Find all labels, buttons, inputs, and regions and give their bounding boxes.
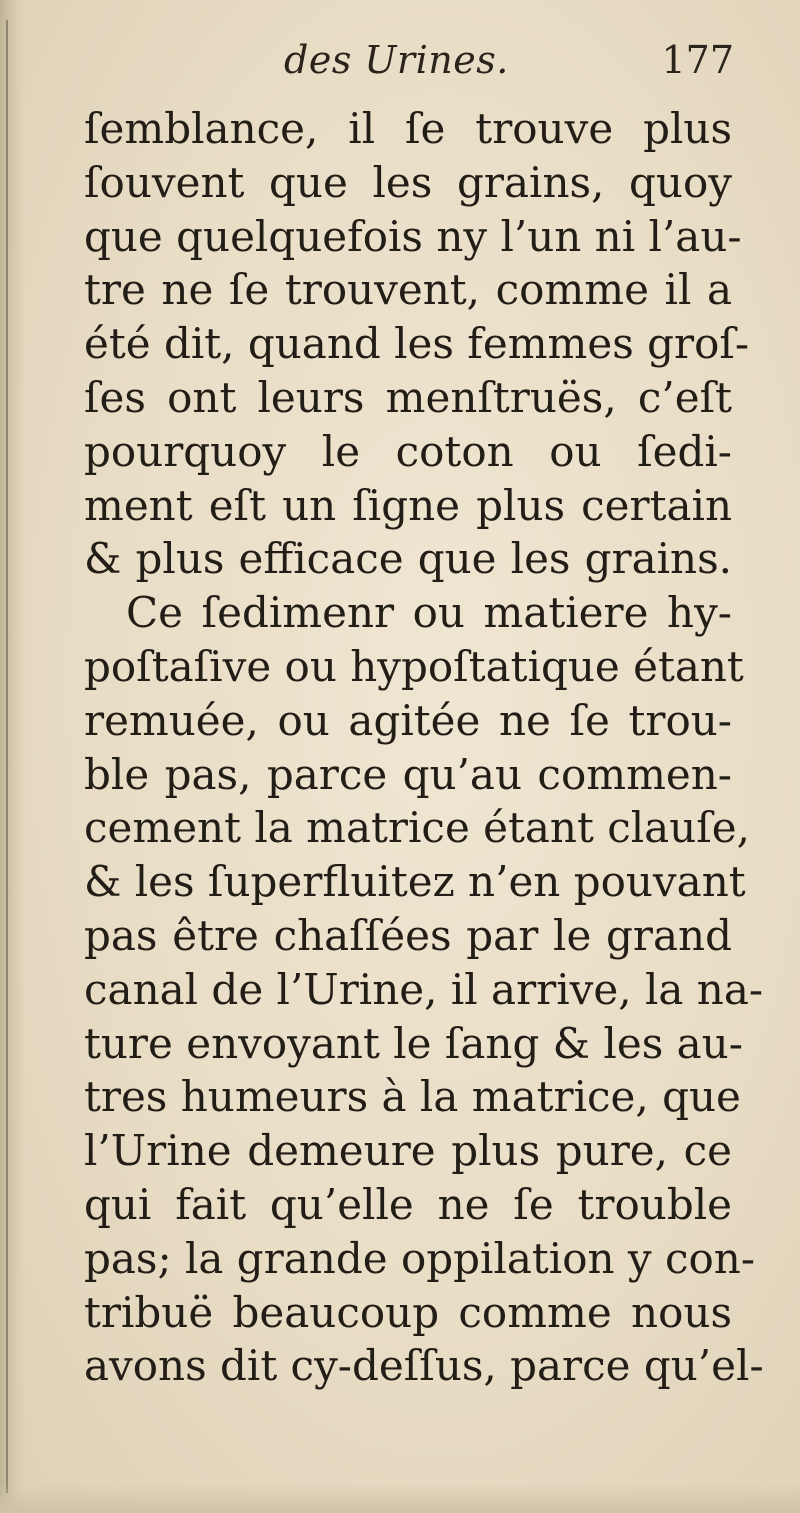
- text-line: ſemblance, il ſe trouve plus: [84, 104, 732, 153]
- text-line: que quelquefois ny l’un ni l’au-: [84, 211, 742, 261]
- text-line: été dit, quand les femmes groſ-: [84, 319, 750, 369]
- page-edge: [6, 20, 8, 1493]
- page-header: [84, 38, 734, 94]
- page-number: 177: [661, 38, 734, 82]
- body-text: [84, 102, 764, 1393]
- text-line: cement la matrice étant clauſe,: [84, 803, 750, 853]
- text-line: poſtaſive ou hypoſtatique étant: [84, 641, 744, 691]
- text-line: tres humeurs à la matrice, que: [84, 1072, 741, 1122]
- text-line: ſouvent que les grains, quoy: [84, 157, 732, 207]
- text-line: ture envoyant le ſang & les au-: [84, 1018, 743, 1068]
- text-line: pourquoy le coton ou ſedi-: [84, 426, 732, 476]
- running-title: des Urines.: [284, 38, 509, 82]
- text-line: & plus efficace que les grains.: [84, 534, 732, 584]
- text-line: ble pas, parce qu’au commen-: [84, 749, 732, 799]
- text-line: & les ſuperfluitez n’en pouvant: [84, 857, 746, 907]
- text-line: ment eſt un ſigne plus certain: [84, 480, 732, 530]
- paragraph-start-line: Ce ſedimenr ou matiere hy-: [126, 588, 732, 638]
- bottom-edge-shadow: [0, 1483, 800, 1513]
- text-line: canal de l’Urine, il arrive, la na-: [84, 964, 764, 1014]
- text-line: l’Urine demeure plus pure, ce: [84, 1126, 732, 1176]
- text-line: tribuë beaucoup comme nous: [84, 1287, 732, 1337]
- text-line: pas; la grande oppilation y con-: [84, 1233, 756, 1283]
- text-line: pas être chaſſées par le grand: [84, 910, 732, 960]
- text-line: ſes ont leurs menſtruës, c’eſt: [84, 372, 732, 422]
- text-line: qui fait qu’elle ne ſe trouble: [84, 1179, 732, 1229]
- gutter-shadow: [0, 0, 26, 1513]
- text-line: remuée, ou agitée ne ſe trou-: [84, 695, 732, 745]
- text-line: avons dit cy-deſſus, parce qu’el-: [84, 1341, 764, 1391]
- text-line: tre ne ſe trouvent, comme il a: [84, 265, 732, 315]
